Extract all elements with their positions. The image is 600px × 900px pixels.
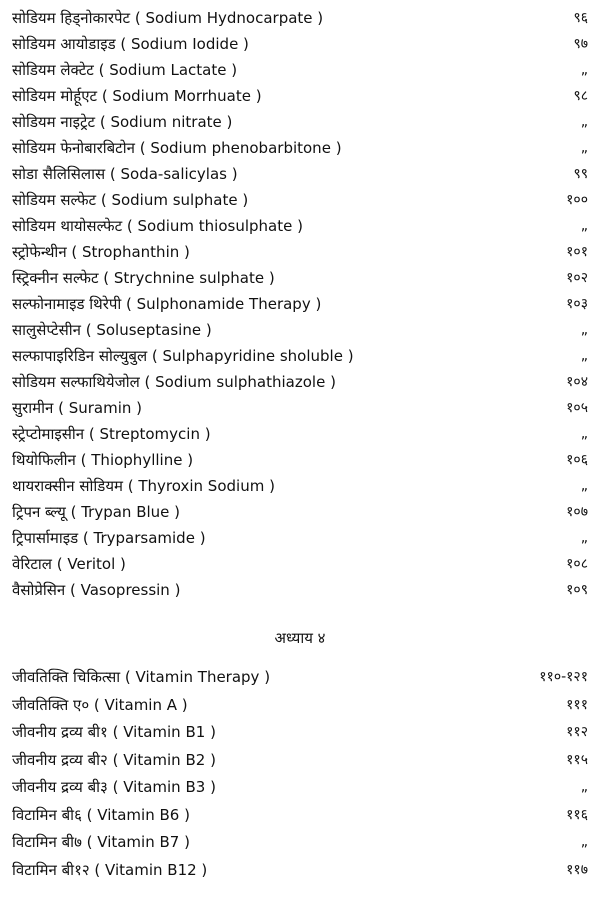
- entry-page-number: ९८: [573, 88, 588, 104]
- index-entry: [12, 83, 588, 109]
- entry-title: सोडियम हिड्नोकारपेट ( Sodium Hydnocarpate ): [12, 9, 324, 27]
- entry-page-number: ११६: [566, 806, 588, 823]
- index-entry: [12, 213, 588, 239]
- entry-title: स्ट्रोफेन्थीन ( Strophanthin ): [12, 243, 190, 261]
- index-entry: [12, 664, 588, 692]
- entry-title: सोडियम थायोसल्फेट ( Sodium thiosulphate ): [12, 217, 303, 235]
- index-entry: [12, 774, 588, 802]
- entry-title: विटामिन बी६ ( Vitamin B6 ): [12, 805, 190, 824]
- entry-title: सोडियम सल्फाथियेजोल ( Sodium sulphathiazole ): [12, 373, 336, 391]
- entry-page-number: ९७: [573, 36, 588, 52]
- entry-title: जीवनीय द्रव्य बी२ ( Vitamin B2 ): [12, 750, 216, 769]
- index-entry: [12, 109, 588, 135]
- entry-page-number: १०९: [566, 582, 588, 598]
- entry-title: सोडियम फेनोबारबिटोन ( Sodium phenobarbitone ): [12, 139, 342, 157]
- entry-page-number: ११५: [566, 751, 588, 768]
- index-entry: [12, 692, 588, 720]
- index-list-section-1: [12, 5, 588, 603]
- entry-title: सुरामीन ( Suramin ): [12, 399, 143, 417]
- entry-page-number: १०७: [566, 504, 588, 520]
- index-list-section-2: [12, 664, 588, 884]
- entry-title: स्ट्रेप्टोमाइसीन ( Streptomycin ): [12, 425, 211, 443]
- entry-page-number: „: [580, 62, 588, 78]
- entry-page-number: ११०-१२१: [539, 669, 588, 685]
- entry-page-number: १०४: [566, 374, 588, 390]
- entry-title: जीवनीय द्रव्य बी१ ( Vitamin B1 ): [12, 723, 216, 741]
- index-entry: [12, 265, 588, 291]
- entry-title: सल्फापाइरिडिन सोल्युबुल ( Sulphapyridine sholuble ): [12, 347, 354, 365]
- entry-page-number: १०८: [566, 556, 588, 572]
- entry-page-number: „: [580, 834, 588, 850]
- entry-title: सोडियम मोर्हूएट ( Sodium Morrhuate ): [12, 87, 262, 105]
- index-entry: [12, 421, 588, 447]
- entry-title: सोडियम सल्फेट ( Sodium sulphate ): [12, 191, 249, 209]
- index-entry: [12, 802, 588, 830]
- index-entry: [12, 317, 588, 343]
- entry-page-number: १०१: [566, 244, 588, 260]
- entry-page-number: „: [580, 530, 588, 546]
- entry-title: विटामिन बी७ ( Vitamin B7 ): [12, 833, 190, 851]
- entry-page-number: १०५: [566, 400, 588, 416]
- entry-title: सल्फोनामाइड थिरेपी ( Sulphonamide Therapy ): [12, 295, 322, 313]
- chapter-heading: अध्याय ४: [274, 629, 326, 647]
- entry-page-number: ११७: [566, 861, 588, 878]
- entry-title: वेरिटाल ( Veritol ): [12, 555, 126, 573]
- index-entry: [12, 829, 588, 857]
- entry-title: जीवतिक्ति चिकित्सा ( Vitamin Therapy ): [12, 668, 271, 686]
- entry-title: जीवतिक्ति ए० ( Vitamin A ): [12, 695, 188, 714]
- index-entry: [12, 395, 588, 421]
- entry-page-number: १११: [566, 696, 588, 713]
- entry-title: सोडियम लेक्टेट ( Sodium Lactate ): [12, 61, 238, 79]
- entry-page-number: १००: [566, 192, 588, 208]
- entry-page-number: ९६: [573, 10, 588, 26]
- index-entry: [12, 747, 588, 775]
- index-entry: [12, 31, 588, 57]
- index-entry: [12, 5, 588, 31]
- index-entry: [12, 525, 588, 551]
- index-entry: [12, 57, 588, 83]
- index-entry: [12, 447, 588, 473]
- index-entry: [12, 291, 588, 317]
- index-entry: [12, 187, 588, 213]
- index-entry: [12, 135, 588, 161]
- entry-page-number: „: [580, 348, 588, 364]
- entry-page-number: १०३: [566, 296, 588, 312]
- entry-title: सोडा सैलिसिलास ( Soda-salicylas ): [12, 165, 238, 183]
- entry-page-number: „: [580, 218, 588, 234]
- index-entry: [12, 551, 588, 577]
- entry-title: ट्रिपन ब्ल्यू ( Trypan Blue ): [12, 503, 181, 521]
- index-entry: [12, 719, 588, 747]
- entry-page-number: ९९: [573, 166, 588, 182]
- entry-page-number: १०६: [566, 452, 588, 468]
- index-entry: [12, 239, 588, 265]
- entry-title: स्ट्रिक्नीन सल्फेट ( Strychnine sulphate ): [12, 269, 275, 287]
- index-entry: [12, 577, 588, 603]
- entry-page-number: ११२: [566, 724, 588, 740]
- entry-title: जीवनीय द्रव्य बी३ ( Vitamin B3 ): [12, 778, 216, 796]
- entry-title: वैसोप्रेसिन ( Vasopressin ): [12, 581, 181, 599]
- entry-title: सोडियम आयोडाइड ( Sodium Iodide ): [12, 35, 249, 53]
- entry-page-number: „: [580, 426, 588, 442]
- index-entry: [12, 369, 588, 395]
- entry-title: ट्रिपार्सामाइड ( Tryparsamide ): [12, 529, 206, 547]
- index-entry: [12, 343, 588, 369]
- index-entry: [12, 161, 588, 187]
- entry-page-number: „: [580, 322, 588, 338]
- index-entry: [12, 857, 588, 885]
- entry-title: सालुसेप्टेसीन ( Soluseptasine ): [12, 321, 212, 339]
- entry-page-number: „: [580, 478, 588, 494]
- index-entry: [12, 499, 588, 525]
- entry-title: थियोफिलीन ( Thiophylline ): [12, 451, 194, 469]
- entry-title: सोडियम नाइट्रेट ( Sodium nitrate ): [12, 113, 233, 131]
- index-entry: [12, 473, 588, 499]
- entry-page-number: १०२: [566, 270, 588, 286]
- entry-title: विटामिन बी१२ ( Vitamin B12 ): [12, 860, 208, 879]
- entry-page-number: „: [580, 140, 588, 156]
- entry-page-number: „: [580, 779, 588, 795]
- entry-page-number: „: [580, 114, 588, 130]
- entry-title: थायराक्सीन सोडियम ( Thyroxin Sodium ): [12, 477, 275, 495]
